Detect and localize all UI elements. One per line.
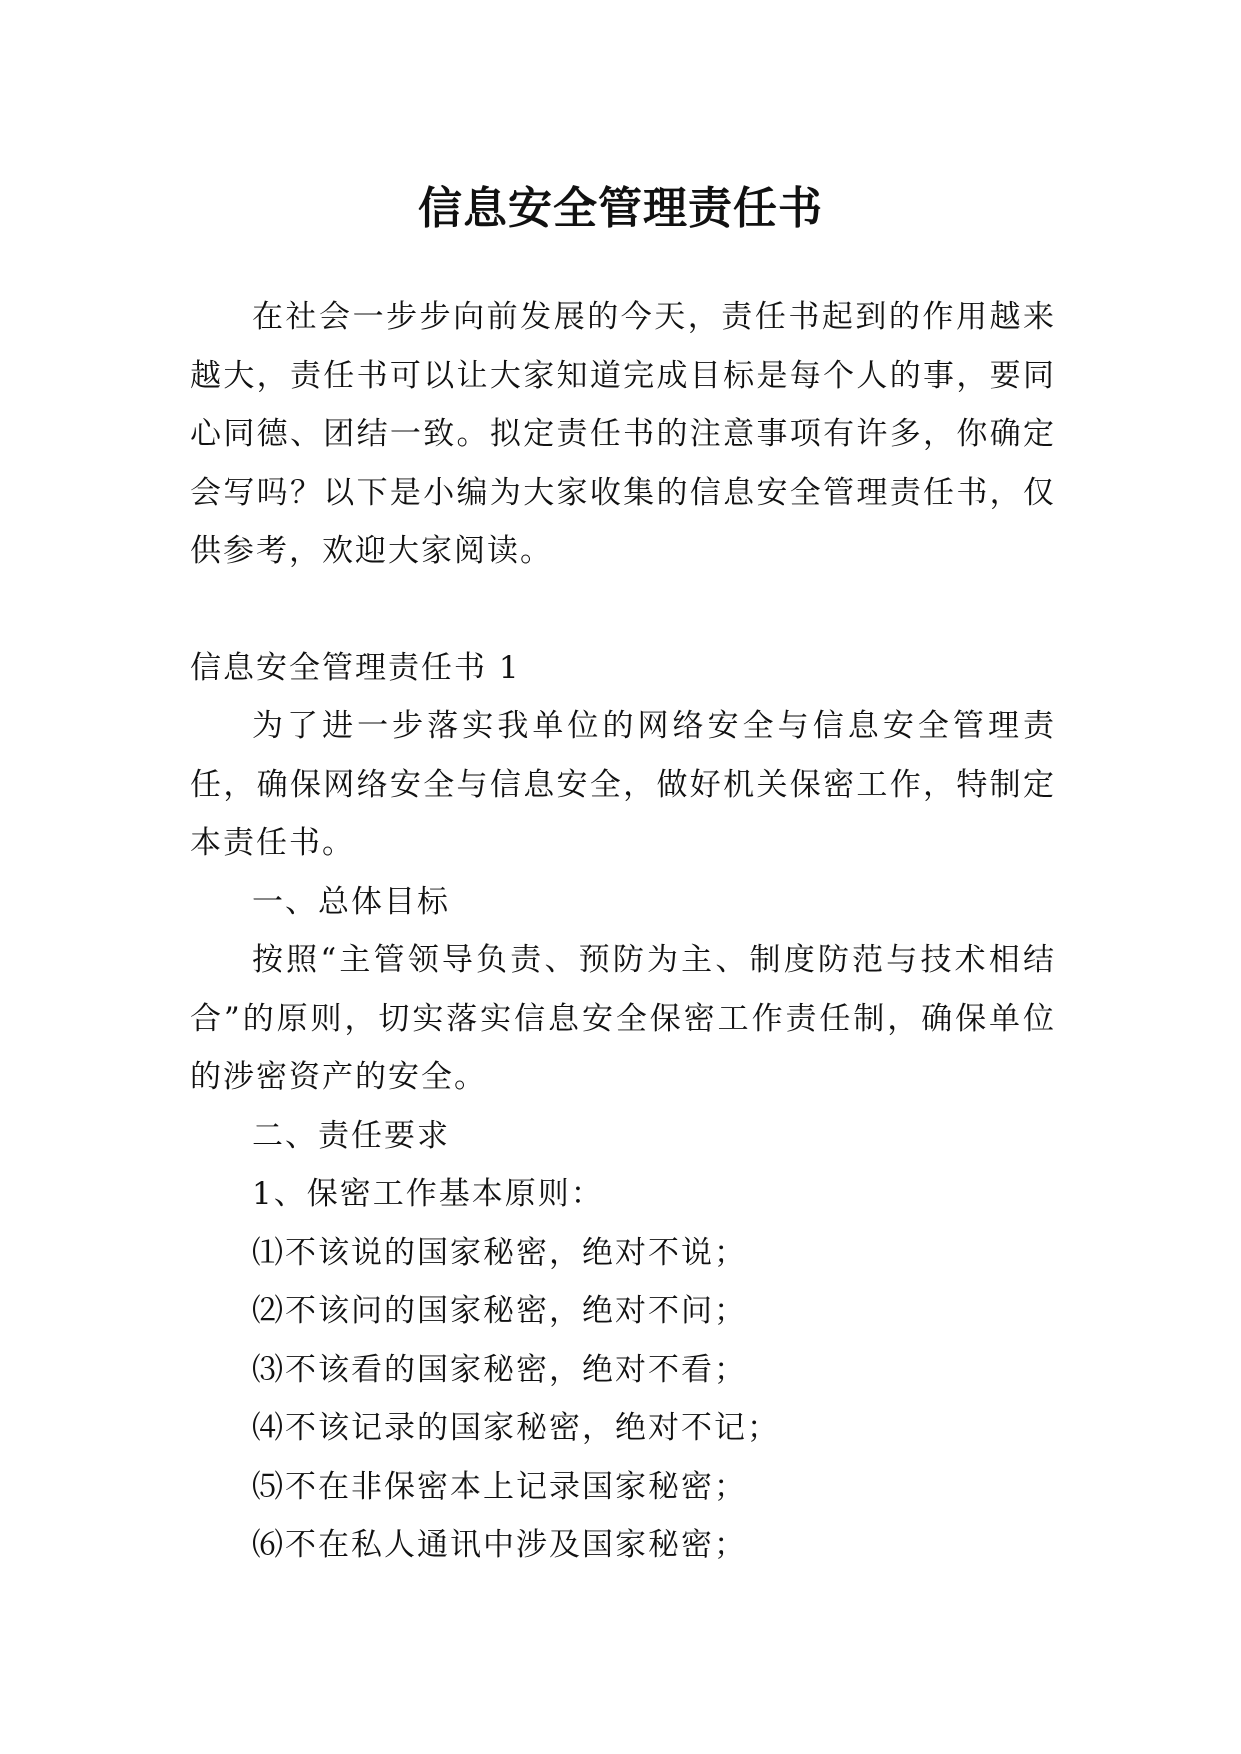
document-title: 信息安全管理责任书	[418, 183, 823, 235]
principle-item: ⑴不该说的国家秘密，绝对不说；	[252, 1234, 747, 1271]
principle-item: ⑶不该看的国家秘密，绝对不看；	[252, 1351, 747, 1388]
principle-item: ⑸不在非保密本上记录国家秘密；	[252, 1468, 747, 1505]
heading-requirements: 二、责任要求	[252, 1117, 450, 1154]
goal-paragraph: 按照“主管领导负责、预防为主、制度防范与技术相结合”的原则，切实落实信息安全保密工作责任制，确保单位的涉密资产的安全。	[190, 942, 1056, 1095]
intro-paragraph: 在社会一步步向前发展的今天，责任书起到的作用越来越大，责任书可以让大家知道完成目标是每个人的事，要同心同德、团结一致。拟定责任书的注意事项有许多，你确定会写吗？以下是小编为大家收集的信息安全管理责任书，仅供参考，欢迎大家阅读。	[190, 299, 1056, 569]
heading-overall-goal: 一、总体目标	[252, 883, 450, 920]
principle-item: ⑷不该记录的国家秘密，绝对不记；	[252, 1410, 780, 1446]
section1-paragraph: 为了进一步落实我单位的网络安全与信息安全管理责任，确保网络安全与信息安全，做好机关保密工作，特制定本责任书。	[190, 708, 1056, 861]
principle-item: ⑹不在私人通讯中涉及国家秘密；	[252, 1527, 747, 1563]
principle-item: ⑵不该问的国家秘密，绝对不问；	[252, 1293, 747, 1329]
section-heading-1: 信息安全管理责任书 1	[190, 649, 521, 686]
document-body	[190, 288, 1056, 1575]
principles-heading: 1、保密工作基本原则：	[252, 1176, 604, 1212]
